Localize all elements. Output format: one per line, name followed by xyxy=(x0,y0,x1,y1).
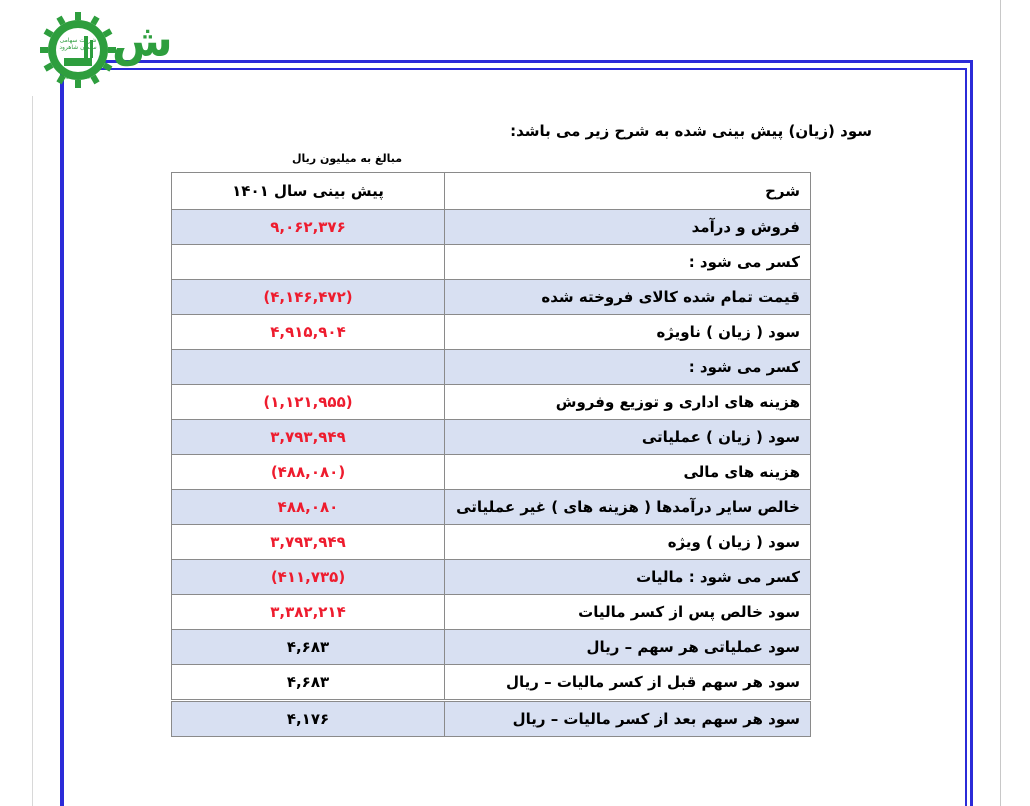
row-value: ۴,۱۷۶ xyxy=(172,701,445,737)
row-value: ۴,۹۱۵,۹۰۴ xyxy=(172,315,445,350)
row-label: سود ( زیان ) ناویژه xyxy=(445,315,811,350)
row-value xyxy=(172,245,445,280)
row-label: هزینه های مالی xyxy=(445,455,811,490)
table-row xyxy=(172,210,811,245)
table-row xyxy=(172,701,811,737)
logo-letter: ش xyxy=(112,16,173,67)
row-value xyxy=(172,350,445,385)
table-row xyxy=(172,455,811,490)
outer-right-line xyxy=(1000,0,1001,806)
page-border-top xyxy=(60,60,972,63)
company-name: شرکت سهامی سیمان شاهرود xyxy=(59,37,97,51)
row-label: سود هر سهم قبل از کسر مالیات – ریال xyxy=(445,665,811,701)
table-row xyxy=(172,420,811,455)
table-row xyxy=(172,560,811,595)
row-value: ۳,۷۹۳,۹۴۹ xyxy=(172,420,445,455)
row-label: هزینه های اداری و توزیع وفروش xyxy=(445,385,811,420)
company-logo xyxy=(40,10,173,90)
page-border-left xyxy=(60,60,64,806)
table-row xyxy=(172,595,811,630)
table-row xyxy=(172,385,811,420)
row-value: ۹,۰۶۲,۳۷۶ xyxy=(172,210,445,245)
profit-forecast-table xyxy=(171,172,811,737)
row-value: ۳,۷۹۳,۹۴۹ xyxy=(172,525,445,560)
row-label: سود عملیاتی هر سهم – ریال xyxy=(445,630,811,665)
row-value: (۴۱۱,۷۳۵) xyxy=(172,560,445,595)
table-row xyxy=(172,315,811,350)
page-border-top-inner xyxy=(64,68,967,70)
row-value: (۴,۱۴۶,۴۷۲) xyxy=(172,280,445,315)
header-value: پیش بینی سال ۱۴۰۱ xyxy=(172,173,445,210)
page-heading: سود (زیان) پیش بینی شده به شرح زیر می باشد: xyxy=(510,122,872,140)
outer-left-line xyxy=(32,96,33,806)
row-value: ۴,۶۸۳ xyxy=(172,665,445,701)
row-label: کسر می شود : مالیات xyxy=(445,560,811,595)
header-description: شرح xyxy=(445,173,811,210)
row-label: سود ( زیان ) عملیاتی xyxy=(445,420,811,455)
company-latin-name: Shahrood Cement Co. xyxy=(62,76,96,80)
table-row xyxy=(172,490,811,525)
row-label: سود هر سهم بعد از کسر مالیات – ریال xyxy=(445,701,811,737)
row-value: ۳,۳۸۲,۲۱۴ xyxy=(172,595,445,630)
row-label: فروش و درآمد xyxy=(445,210,811,245)
row-value: ۴,۶۸۳ xyxy=(172,630,445,665)
page-border-right xyxy=(970,60,973,806)
table-row xyxy=(172,525,811,560)
unit-note: مبالغ به میلیون ریال xyxy=(292,152,403,165)
table-row xyxy=(172,350,811,385)
row-value: (۴۸۸,۰۸۰) xyxy=(172,455,445,490)
table-header-row xyxy=(172,173,811,210)
row-value: (۱,۱۲۱,۹۵۵) xyxy=(172,385,445,420)
row-label: سود ( زیان ) ویژه xyxy=(445,525,811,560)
table-row xyxy=(172,245,811,280)
page-border-right-inner xyxy=(965,68,967,806)
row-label: سود خالص پس از کسر مالیات xyxy=(445,595,811,630)
row-value: ۴۸۸,۰۸۰ xyxy=(172,490,445,525)
row-label: کسر می شود : xyxy=(445,245,811,280)
row-label: کسر می شود : xyxy=(445,350,811,385)
table-row xyxy=(172,665,811,701)
table-row xyxy=(172,280,811,315)
row-label: قیمت تمام شده کالای فروخته شده xyxy=(445,280,811,315)
row-label: خالص سایر درآمدها ( هزینه های ) غیر عملیاتی xyxy=(445,490,811,525)
table-row xyxy=(172,630,811,665)
